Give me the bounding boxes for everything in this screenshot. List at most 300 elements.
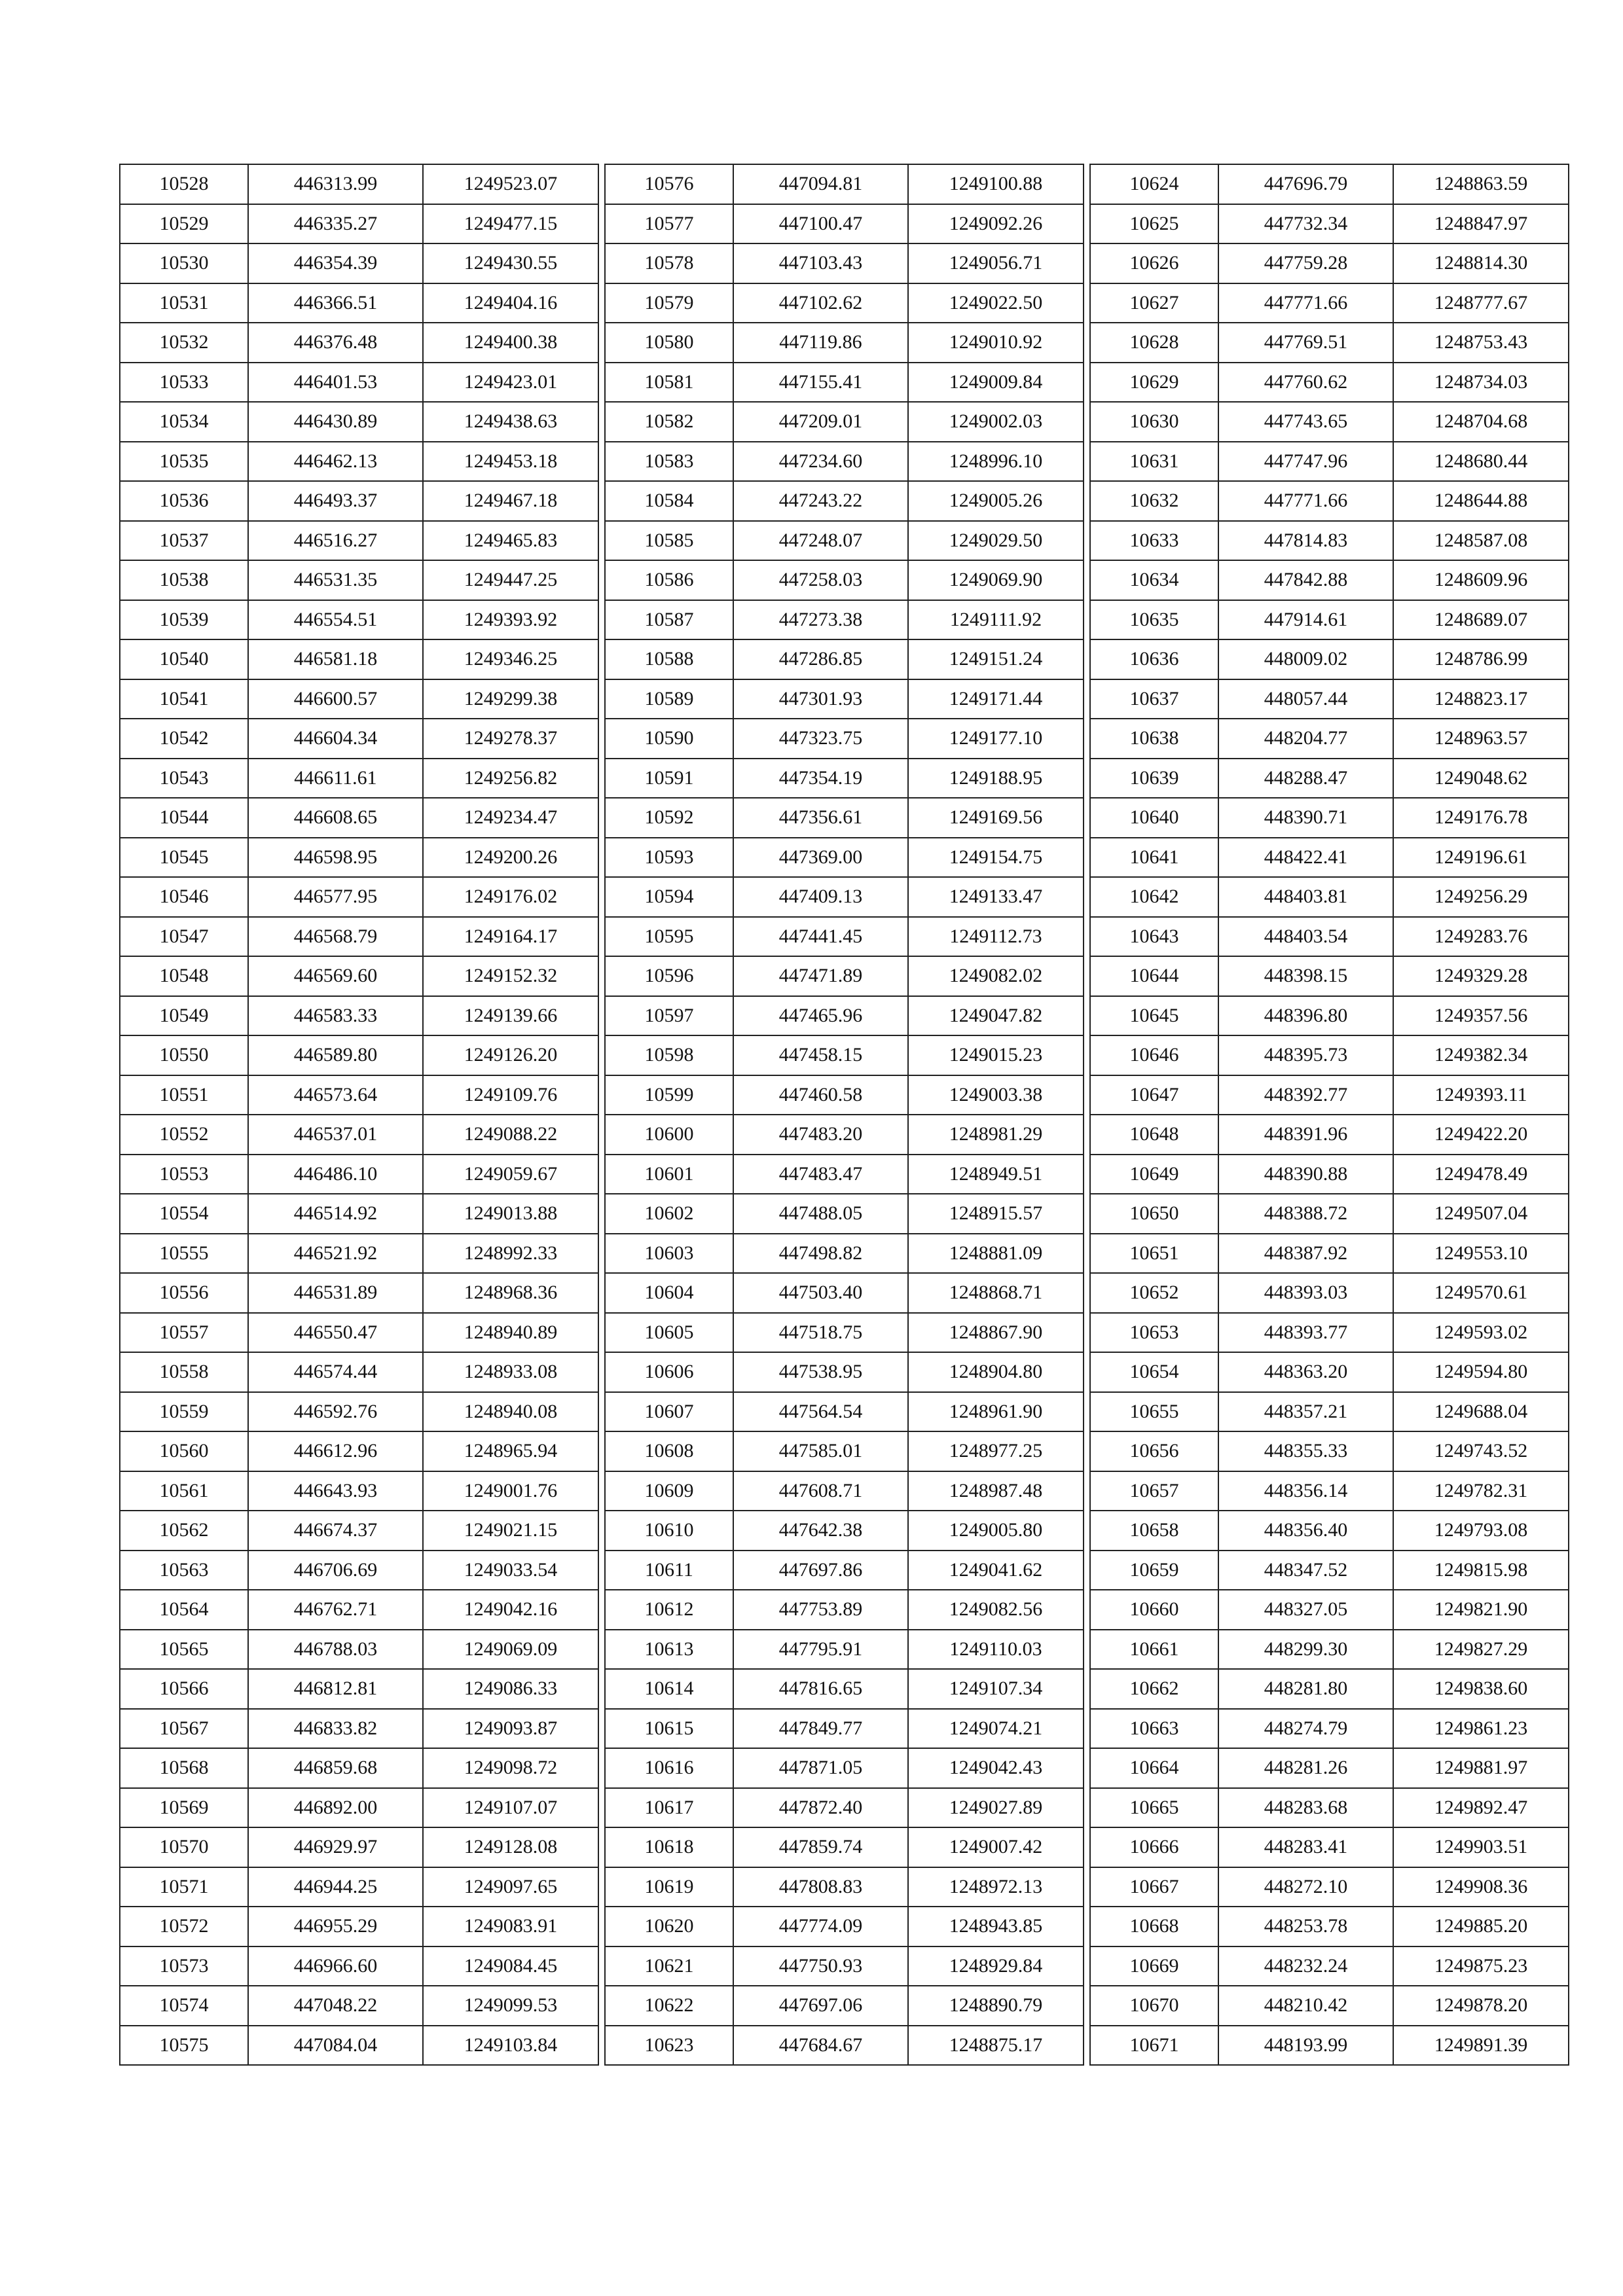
y-coordinate-cell: 1249815.98: [1393, 1551, 1569, 1590]
point-id-cell: 10602: [605, 1194, 733, 1234]
table-row: [120, 1471, 598, 1511]
x-coordinate-cell: 447471.89: [733, 956, 908, 996]
y-coordinate-cell: 1249885.20: [1393, 1907, 1569, 1946]
y-coordinate-cell: 1249069.09: [423, 1630, 598, 1670]
point-id-cell: 10542: [120, 719, 248, 759]
x-coordinate-cell: 448392.77: [1218, 1075, 1393, 1115]
table-block-3: [1089, 164, 1569, 2066]
point-id-cell: 10661: [1090, 1630, 1218, 1670]
table-row: [120, 1867, 598, 1907]
point-id-cell: 10667: [1090, 1867, 1218, 1907]
x-coordinate-cell: 446486.10: [248, 1155, 423, 1194]
y-coordinate-cell: 1248904.80: [908, 1352, 1084, 1392]
x-coordinate-cell: 446569.60: [248, 956, 423, 996]
table-row: [120, 877, 598, 917]
table-row: [1090, 1907, 1569, 1946]
y-coordinate-cell: 1248968.36: [423, 1273, 598, 1313]
y-coordinate-cell: 1249892.47: [1393, 1788, 1569, 1828]
y-coordinate-cell: 1249098.72: [423, 1748, 598, 1788]
table-row: [605, 639, 1084, 679]
point-id-cell: 10635: [1090, 600, 1218, 640]
x-coordinate-cell: 446568.79: [248, 917, 423, 957]
x-coordinate-cell: 447356.61: [733, 798, 908, 838]
point-id-cell: 10616: [605, 1748, 733, 1788]
table-row: [120, 1352, 598, 1392]
point-id-cell: 10596: [605, 956, 733, 996]
point-id-cell: 10535: [120, 442, 248, 482]
table-row: [1090, 1115, 1569, 1155]
x-coordinate-cell: 447465.96: [733, 996, 908, 1036]
point-id-cell: 10595: [605, 917, 733, 957]
point-id-cell: 10572: [120, 1907, 248, 1946]
y-coordinate-cell: 1249570.61: [1393, 1273, 1569, 1313]
x-coordinate-cell: 446583.33: [248, 996, 423, 1036]
point-id-cell: 10648: [1090, 1115, 1218, 1155]
table-row: [605, 1630, 1084, 1670]
table-row: [120, 1234, 598, 1274]
y-coordinate-cell: 1248587.08: [1393, 521, 1569, 561]
x-coordinate-cell: 446577.95: [248, 877, 423, 917]
y-coordinate-cell: 1249139.66: [423, 996, 598, 1036]
table-row: [1090, 1669, 1569, 1709]
table-row: [605, 1946, 1084, 1986]
table-row: [1090, 917, 1569, 957]
point-id-cell: 10567: [120, 1709, 248, 1749]
table-row: [605, 1748, 1084, 1788]
point-id-cell: 10560: [120, 1431, 248, 1471]
x-coordinate-cell: 448253.78: [1218, 1907, 1393, 1946]
point-id-cell: 10536: [120, 481, 248, 521]
y-coordinate-cell: 1249056.71: [908, 243, 1084, 283]
x-coordinate-cell: 446531.89: [248, 1273, 423, 1313]
point-id-cell: 10592: [605, 798, 733, 838]
table-row: [120, 1194, 598, 1234]
table-row: [120, 363, 598, 403]
y-coordinate-cell: 1249074.21: [908, 1709, 1084, 1749]
x-coordinate-cell: 448355.33: [1218, 1431, 1393, 1471]
y-coordinate-cell: 1249103.84: [423, 2026, 598, 2066]
point-id-cell: 10637: [1090, 679, 1218, 719]
table-row: [605, 283, 1084, 323]
x-coordinate-cell: 447488.05: [733, 1194, 908, 1234]
y-coordinate-cell: 1249107.07: [423, 1788, 598, 1828]
y-coordinate-cell: 1249875.23: [1393, 1946, 1569, 1986]
point-id-cell: 10584: [605, 481, 733, 521]
table-row: [120, 560, 598, 600]
table-row: [1090, 838, 1569, 878]
table-row: [120, 1392, 598, 1432]
point-id-cell: 10541: [120, 679, 248, 719]
table-row: [1090, 442, 1569, 482]
y-coordinate-cell: 1249283.76: [1393, 917, 1569, 957]
table-row: [605, 1035, 1084, 1075]
y-coordinate-cell: 1249423.01: [423, 363, 598, 403]
x-coordinate-cell: 447301.93: [733, 679, 908, 719]
point-id-cell: 10659: [1090, 1551, 1218, 1590]
y-coordinate-cell: 1249594.80: [1393, 1352, 1569, 1392]
table-row: [1090, 600, 1569, 640]
point-id-cell: 10574: [120, 1986, 248, 2026]
point-id-cell: 10644: [1090, 956, 1218, 996]
table-row: [605, 1352, 1084, 1392]
x-coordinate-cell: 447696.79: [1218, 164, 1393, 204]
point-id-cell: 10645: [1090, 996, 1218, 1036]
table-row: [605, 1194, 1084, 1234]
x-coordinate-cell: 447503.40: [733, 1273, 908, 1313]
table-row: [120, 1907, 598, 1946]
y-coordinate-cell: 1248734.03: [1393, 363, 1569, 403]
table-row: [120, 600, 598, 640]
x-coordinate-cell: 447094.81: [733, 164, 908, 204]
x-coordinate-cell: 448403.54: [1218, 917, 1393, 957]
table-row: [1090, 996, 1569, 1036]
y-coordinate-cell: 1249278.37: [423, 719, 598, 759]
y-coordinate-cell: 1249022.50: [908, 283, 1084, 323]
y-coordinate-cell: 1249393.92: [423, 600, 598, 640]
table-row: [605, 600, 1084, 640]
x-coordinate-cell: 446574.44: [248, 1352, 423, 1392]
y-coordinate-cell: 1249793.08: [1393, 1511, 1569, 1551]
y-coordinate-cell: 1249176.02: [423, 877, 598, 917]
table-row: [605, 1590, 1084, 1630]
y-coordinate-cell: 1249111.92: [908, 600, 1084, 640]
table-row: [1090, 283, 1569, 323]
y-coordinate-cell: 1248875.17: [908, 2026, 1084, 2066]
table-row: [120, 481, 598, 521]
point-id-cell: 10609: [605, 1471, 733, 1511]
table-row: [605, 1115, 1084, 1155]
x-coordinate-cell: 447697.86: [733, 1551, 908, 1590]
point-id-cell: 10580: [605, 323, 733, 363]
point-id-cell: 10577: [605, 204, 733, 244]
point-id-cell: 10604: [605, 1273, 733, 1313]
x-coordinate-cell: 448363.20: [1218, 1352, 1393, 1392]
y-coordinate-cell: 1249084.45: [423, 1946, 598, 1986]
x-coordinate-cell: 448403.81: [1218, 877, 1393, 917]
x-coordinate-cell: 447743.65: [1218, 402, 1393, 442]
table-row: [120, 1986, 598, 2026]
table-row: [1090, 204, 1569, 244]
point-id-cell: 10599: [605, 1075, 733, 1115]
point-id-cell: 10654: [1090, 1352, 1218, 1392]
table-row: [605, 917, 1084, 957]
y-coordinate-cell: 1248949.51: [908, 1155, 1084, 1194]
x-coordinate-cell: 446592.76: [248, 1392, 423, 1432]
x-coordinate-cell: 447243.22: [733, 481, 908, 521]
table-row: [1090, 1352, 1569, 1392]
point-id-cell: 10607: [605, 1392, 733, 1432]
point-id-cell: 10529: [120, 204, 248, 244]
y-coordinate-cell: 1249029.50: [908, 521, 1084, 561]
x-coordinate-cell: 448356.14: [1218, 1471, 1393, 1511]
x-coordinate-cell: 448388.72: [1218, 1194, 1393, 1234]
x-coordinate-cell: 448393.77: [1218, 1313, 1393, 1353]
point-id-cell: 10627: [1090, 283, 1218, 323]
x-coordinate-cell: 447354.19: [733, 759, 908, 798]
x-coordinate-cell: 448281.80: [1218, 1669, 1393, 1709]
table-row: [605, 363, 1084, 403]
point-id-cell: 10538: [120, 560, 248, 600]
x-coordinate-cell: 448347.52: [1218, 1551, 1393, 1590]
y-coordinate-cell: 1248972.13: [908, 1867, 1084, 1907]
y-coordinate-cell: 1249086.33: [423, 1669, 598, 1709]
point-id-cell: 10601: [605, 1155, 733, 1194]
x-coordinate-cell: 448356.40: [1218, 1511, 1393, 1551]
x-coordinate-cell: 447409.13: [733, 877, 908, 917]
point-id-cell: 10657: [1090, 1471, 1218, 1511]
x-coordinate-cell: 446608.65: [248, 798, 423, 838]
y-coordinate-cell: 1249688.04: [1393, 1392, 1569, 1432]
y-coordinate-cell: 1248689.07: [1393, 600, 1569, 640]
y-coordinate-cell: 1249164.17: [423, 917, 598, 957]
point-id-cell: 10656: [1090, 1431, 1218, 1471]
x-coordinate-cell: 447248.07: [733, 521, 908, 561]
table-row: [605, 1511, 1084, 1551]
table-row: [120, 402, 598, 442]
table-row: [1090, 1035, 1569, 1075]
y-coordinate-cell: 1249438.63: [423, 402, 598, 442]
table-row: [1090, 1194, 1569, 1234]
y-coordinate-cell: 1249015.23: [908, 1035, 1084, 1075]
y-coordinate-cell: 1249256.82: [423, 759, 598, 798]
point-id-cell: 10639: [1090, 759, 1218, 798]
x-coordinate-cell: 447753.89: [733, 1590, 908, 1630]
x-coordinate-cell: 448204.77: [1218, 719, 1393, 759]
table-row: [1090, 481, 1569, 521]
point-id-cell: 10553: [120, 1155, 248, 1194]
table-row: [605, 323, 1084, 363]
table-row: [1090, 1471, 1569, 1511]
x-coordinate-cell: 448272.10: [1218, 1867, 1393, 1907]
table-row: [120, 1590, 598, 1630]
x-coordinate-cell: 446589.80: [248, 1035, 423, 1075]
y-coordinate-cell: 1248868.71: [908, 1273, 1084, 1313]
point-id-cell: 10555: [120, 1234, 248, 1274]
x-coordinate-cell: 446812.81: [248, 1669, 423, 1709]
x-coordinate-cell: 446788.03: [248, 1630, 423, 1670]
table-row: [1090, 402, 1569, 442]
x-coordinate-cell: 446966.60: [248, 1946, 423, 1986]
x-coordinate-cell: 447771.66: [1218, 283, 1393, 323]
y-coordinate-cell: 1249903.51: [1393, 1827, 1569, 1867]
point-id-cell: 10558: [120, 1352, 248, 1392]
x-coordinate-cell: 447814.83: [1218, 521, 1393, 561]
x-coordinate-cell: 447842.88: [1218, 560, 1393, 600]
point-id-cell: 10658: [1090, 1511, 1218, 1551]
y-coordinate-cell: 1249112.73: [908, 917, 1084, 957]
y-coordinate-cell: 1249097.65: [423, 1867, 598, 1907]
point-id-cell: 10615: [605, 1709, 733, 1749]
y-coordinate-cell: 1249478.49: [1393, 1155, 1569, 1194]
table-row: [120, 1431, 598, 1471]
point-id-cell: 10642: [1090, 877, 1218, 917]
y-coordinate-cell: 1249422.20: [1393, 1115, 1569, 1155]
point-id-cell: 10641: [1090, 838, 1218, 878]
table-row: [1090, 1551, 1569, 1590]
point-id-cell: 10533: [120, 363, 248, 403]
y-coordinate-cell: 1249430.55: [423, 243, 598, 283]
y-coordinate-cell: 1249110.03: [908, 1630, 1084, 1670]
point-id-cell: 10630: [1090, 402, 1218, 442]
point-id-cell: 10551: [120, 1075, 248, 1115]
point-id-cell: 10634: [1090, 560, 1218, 600]
table-row: [605, 1551, 1084, 1590]
table-row: [605, 996, 1084, 1036]
point-id-cell: 10550: [120, 1035, 248, 1075]
point-id-cell: 10571: [120, 1867, 248, 1907]
table-row: [605, 1669, 1084, 1709]
x-coordinate-cell: 446944.25: [248, 1867, 423, 1907]
point-id-cell: 10561: [120, 1471, 248, 1511]
point-id-cell: 10611: [605, 1551, 733, 1590]
x-coordinate-cell: 446643.93: [248, 1471, 423, 1511]
point-id-cell: 10588: [605, 639, 733, 679]
table-row: [605, 1075, 1084, 1115]
y-coordinate-cell: 1249107.34: [908, 1669, 1084, 1709]
x-coordinate-cell: 447849.77: [733, 1709, 908, 1749]
y-coordinate-cell: 1248814.30: [1393, 243, 1569, 283]
point-id-cell: 10608: [605, 1431, 733, 1471]
table-row: [120, 2026, 598, 2066]
y-coordinate-cell: 1248786.99: [1393, 639, 1569, 679]
table-row: [605, 1788, 1084, 1828]
y-coordinate-cell: 1249523.07: [423, 164, 598, 204]
table-row: [120, 1630, 598, 1670]
y-coordinate-cell: 1248847.97: [1393, 204, 1569, 244]
table-row: [1090, 1313, 1569, 1353]
x-coordinate-cell: 446401.53: [248, 363, 423, 403]
table-row: [120, 917, 598, 957]
x-coordinate-cell: 446604.34: [248, 719, 423, 759]
point-id-cell: 10565: [120, 1630, 248, 1670]
y-coordinate-cell: 1249593.02: [1393, 1313, 1569, 1353]
x-coordinate-cell: 447286.85: [733, 639, 908, 679]
x-coordinate-cell: 446706.69: [248, 1551, 423, 1590]
point-id-cell: 10652: [1090, 1273, 1218, 1313]
y-coordinate-cell: 1249082.56: [908, 1590, 1084, 1630]
y-coordinate-cell: 1249151.24: [908, 639, 1084, 679]
y-coordinate-cell: 1248981.29: [908, 1115, 1084, 1155]
table-row: [605, 1471, 1084, 1511]
x-coordinate-cell: 447871.05: [733, 1748, 908, 1788]
point-id-cell: 10531: [120, 283, 248, 323]
point-id-cell: 10614: [605, 1669, 733, 1709]
y-coordinate-cell: 1249553.10: [1393, 1234, 1569, 1274]
table-row: [120, 204, 598, 244]
x-coordinate-cell: 447483.47: [733, 1155, 908, 1194]
point-id-cell: 10548: [120, 956, 248, 996]
table-block-1: [119, 164, 599, 2066]
table-row: [605, 877, 1084, 917]
y-coordinate-cell: 1249188.95: [908, 759, 1084, 798]
table-row: [605, 838, 1084, 878]
y-coordinate-cell: 1249002.03: [908, 402, 1084, 442]
point-id-cell: 10621: [605, 1946, 733, 1986]
table-row: [1090, 679, 1569, 719]
table-row: [605, 2026, 1084, 2066]
x-coordinate-cell: 448299.30: [1218, 1630, 1393, 1670]
point-id-cell: 10629: [1090, 363, 1218, 403]
y-coordinate-cell: 1249001.76: [423, 1471, 598, 1511]
x-coordinate-cell: 448391.96: [1218, 1115, 1393, 1155]
x-coordinate-cell: 446313.99: [248, 164, 423, 204]
y-coordinate-cell: 1249400.38: [423, 323, 598, 363]
x-coordinate-cell: 446335.27: [248, 204, 423, 244]
table-row: [1090, 323, 1569, 363]
point-id-cell: 10579: [605, 283, 733, 323]
y-coordinate-cell: 1249477.15: [423, 204, 598, 244]
x-coordinate-cell: 446859.68: [248, 1748, 423, 1788]
x-coordinate-cell: 447795.91: [733, 1630, 908, 1670]
point-id-cell: 10578: [605, 243, 733, 283]
table-row: [120, 164, 598, 204]
table-row: [120, 1827, 598, 1867]
table-row: [120, 442, 598, 482]
x-coordinate-cell: 448288.47: [1218, 759, 1393, 798]
point-id-cell: 10537: [120, 521, 248, 561]
y-coordinate-cell: 1249256.29: [1393, 877, 1569, 917]
x-coordinate-cell: 446612.96: [248, 1431, 423, 1471]
x-coordinate-cell: 446550.47: [248, 1313, 423, 1353]
table-row: [120, 283, 598, 323]
x-coordinate-cell: 446762.71: [248, 1590, 423, 1630]
table-row: [1090, 2026, 1569, 2066]
point-id-cell: 10586: [605, 560, 733, 600]
x-coordinate-cell: 447585.01: [733, 1431, 908, 1471]
point-id-cell: 10651: [1090, 1234, 1218, 1274]
x-coordinate-cell: 448232.24: [1218, 1946, 1393, 1986]
y-coordinate-cell: 1248867.90: [908, 1313, 1084, 1353]
table-row: [120, 323, 598, 363]
point-id-cell: 10562: [120, 1511, 248, 1551]
x-coordinate-cell: 448393.03: [1218, 1273, 1393, 1313]
y-coordinate-cell: 1248933.08: [423, 1352, 598, 1392]
table-row: [1090, 1392, 1569, 1432]
point-id-cell: 10606: [605, 1352, 733, 1392]
y-coordinate-cell: 1248777.67: [1393, 283, 1569, 323]
y-coordinate-cell: 1248987.48: [908, 1471, 1084, 1511]
y-coordinate-cell: 1248753.43: [1393, 323, 1569, 363]
table-row: [605, 1867, 1084, 1907]
point-id-cell: 10633: [1090, 521, 1218, 561]
x-coordinate-cell: 447872.40: [733, 1788, 908, 1828]
y-coordinate-cell: 1248915.57: [908, 1194, 1084, 1234]
point-id-cell: 10554: [120, 1194, 248, 1234]
x-coordinate-cell: 448387.92: [1218, 1234, 1393, 1274]
x-coordinate-cell: 447369.00: [733, 838, 908, 878]
point-id-cell: 10534: [120, 402, 248, 442]
y-coordinate-cell: 1249861.23: [1393, 1709, 1569, 1749]
point-id-cell: 10585: [605, 521, 733, 561]
y-coordinate-cell: 1248943.85: [908, 1907, 1084, 1946]
table-row: [605, 759, 1084, 798]
point-id-cell: 10624: [1090, 164, 1218, 204]
point-id-cell: 10575: [120, 2026, 248, 2066]
y-coordinate-cell: 1249027.89: [908, 1788, 1084, 1828]
point-id-cell: 10665: [1090, 1788, 1218, 1828]
point-id-cell: 10556: [120, 1273, 248, 1313]
x-coordinate-cell: 446600.57: [248, 679, 423, 719]
point-id-cell: 10669: [1090, 1946, 1218, 1986]
point-id-cell: 10557: [120, 1313, 248, 1353]
point-id-cell: 10591: [605, 759, 733, 798]
y-coordinate-cell: 1249021.15: [423, 1511, 598, 1551]
table-row: [1090, 759, 1569, 798]
x-coordinate-cell: 447483.20: [733, 1115, 908, 1155]
point-id-cell: 10664: [1090, 1748, 1218, 1788]
y-coordinate-cell: 1248881.09: [908, 1234, 1084, 1274]
point-id-cell: 10566: [120, 1669, 248, 1709]
